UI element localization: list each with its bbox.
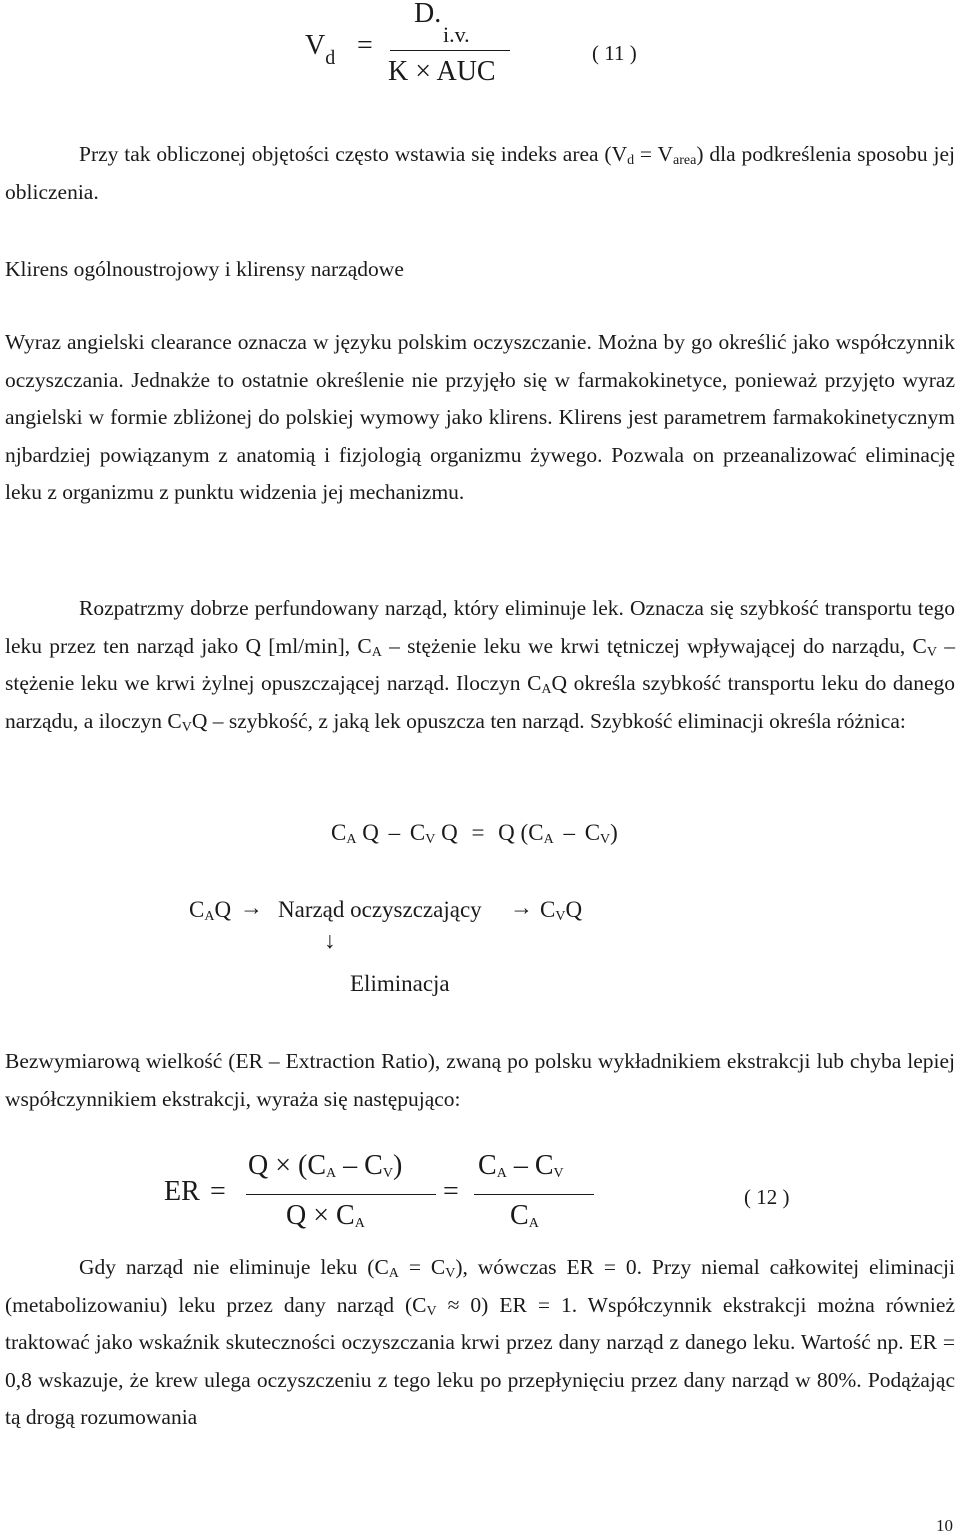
right-arrow-icon: → <box>510 895 533 920</box>
formula-12-fraction-bar-1 <box>246 1194 436 1195</box>
formula-11-fraction-bar <box>390 50 510 51</box>
formula-11-numerator-iv: i.v. <box>443 22 470 47</box>
formula-12-fraction-bar-2 <box>474 1194 594 1195</box>
paragraph-organ-elimination: Rozpatrzmy dobrze perfundowany narząd, który eliminuje lek. Oznacza się szybkość transportu tego leku przez ten narząd jako Q [ml/min], $C_A$ – stężenie leku we krwi tętniczej wpływającej do narządu, $C_V$ – stężenie leku we krwi żylnej opuszczającej narząd. Iloczyn $C_AQ$ określa szybkość transportu leku do danego narządu, a iloczyn $C_VQ$ – szybkość, z jaką lek opuszcza ten narząd. Szybkość eliminacji określa różnica: <box>5 596 955 735</box>
paragraph-extraction-ratio: Bezwymiarową wielkość (ER – Extraction Ratio), zwaną po polsku wykładnikiem ekstrakcji lub chyba lepiej współczynnikiem ekstrakcji, wyraża się następująco: <box>5 1049 955 1111</box>
formula-12-denominator-1: $Q \times C_A$ <box>286 1200 365 1231</box>
right-arrow-icon: → <box>240 895 263 920</box>
formula-12-numerator-1: $Q \times (C_A - C_V)$ <box>248 1150 403 1181</box>
formula-12-equals-1: = <box>210 1176 226 1207</box>
paragraph-clearance-definition: Wyraz angielski clearance oznacza w języku polskim oczyszczanie. Można by go określić jako współczynnik oczyszczania. Jednakże to ostatnie określenie nie przyjęło się w farmakokinetyce, ponieważ przyjęto wyraz angielski w formie zbliżonej do polskiej wymowy jako klirens. Klirens jest parametrem farmakokinetycznym njbardziej powiązanym z anatomią i fizjologią organizmu żywego. Pozwala on przeanalizować eliminację leku z organizmu z punktu widzenia jej mechanizmu. <box>5 330 955 504</box>
paragraph-er-interpretation: Gdy narząd nie eliminuje leku $(C_A = C_V)$, wówczas ER = 0. Przy niemal całkowitej eliminacji (metabolizowaniu) leku przez dany narząd $(C_V \approx 0)$ ER = 1. Współczynnik ekstrakcji można również traktować jako wskaźnik skuteczności oczyszczania krwi przez dany narząd z danego leku. Wartość np. ER = 0,8 wskazuje, że krew ulega oczyszczeniu z tego leku po przepłynięciu przez dany narząd w 80%. Podążając tą drogą rozumowania <box>5 1255 955 1429</box>
elimination-label: Eliminacja <box>350 971 450 996</box>
formula-11-denominator: K × AUC <box>388 56 496 87</box>
page-number: 10 <box>936 1516 953 1535</box>
formula-12-lhs: ER <box>164 1176 200 1207</box>
formula-12-number: ( 12 ) <box>744 1185 790 1209</box>
arterial-inflow-label: $C_AQ$ <box>189 897 232 924</box>
formula-12-numerator-2: $C_A - C_V$ <box>478 1150 564 1181</box>
paragraph-area-index: Przy tak obliczonej objętości często wstawia się indeks area $(V_d = V_{area})$ dla podkreślenia sposobu jej obliczenia. <box>5 142 955 204</box>
formula-11-equals: = <box>357 30 373 61</box>
down-arrow-icon: ↓ <box>324 928 336 953</box>
section-heading: Klirens ogólnoustrojowy i klirensy narządowe <box>5 257 404 281</box>
formula-11-lhs: $V_d$ <box>305 30 336 69</box>
elimination-rate-equation: $C_A$ Q – $C_V$ Q = Q $(C_A - C_V)$ <box>331 820 618 847</box>
formula-11-number: ( 11 ) <box>592 41 637 65</box>
formula-12-denominator-2: $C_A$ <box>510 1200 539 1231</box>
formula-12-equals-2: = <box>443 1176 459 1207</box>
organ-label: Narząd oczyszczający <box>278 897 482 922</box>
formula-11-numerator-d: D. <box>414 0 442 29</box>
venous-outflow-label: $C_VQ$ <box>540 897 583 924</box>
